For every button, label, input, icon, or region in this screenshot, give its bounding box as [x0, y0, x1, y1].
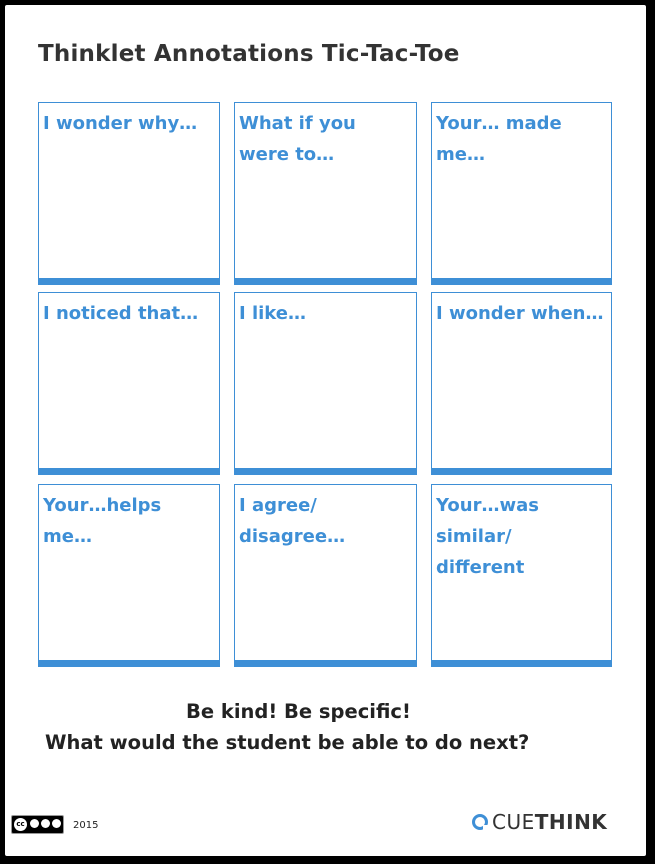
grid-cell-5 — [234, 292, 417, 475]
cell-label: Your…helps me… — [43, 495, 162, 547]
cell-label: I like… — [239, 303, 306, 324]
cell-label: What if you were to… — [239, 113, 356, 165]
cuethink-wordmark — [492, 810, 607, 834]
cc-icon: cc — [14, 818, 27, 831]
cuethink-logo — [472, 810, 607, 834]
creative-commons-badge — [11, 815, 64, 834]
page-title: Thinklet Annotations Tic-Tac-Toe — [38, 41, 460, 67]
grid-cell-2 — [234, 102, 417, 285]
footer-tip-line-2: What would the student be able to do next? — [45, 731, 530, 754]
footer-tip-line-1: Be kind! Be specific! — [186, 700, 411, 723]
cell-label: I agree/ disagree… — [239, 495, 346, 547]
cell-label: I noticed that… — [43, 303, 199, 324]
license-terms-icons — [30, 819, 62, 829]
worksheet-page — [5, 5, 646, 856]
grid-cell-3 — [431, 102, 612, 285]
cell-label: I wonder when… — [436, 303, 604, 324]
cuethink-q-icon — [472, 814, 488, 830]
cell-label: Your…was similar/ different — [436, 495, 539, 578]
grid-cell-4 — [38, 292, 220, 475]
cell-label: I wonder why… — [43, 113, 198, 134]
grid-cell-1 — [38, 102, 220, 285]
wordmark-prefix: CUE — [492, 810, 535, 834]
wordmark-suffix: THINK — [534, 810, 608, 834]
copyright-year: 2015 — [73, 820, 99, 831]
grid-cell-9 — [431, 484, 612, 667]
grid-cell-8 — [234, 484, 417, 667]
grid-cell-7 — [38, 484, 220, 667]
grid-cell-6 — [431, 292, 612, 475]
cell-label: Your… made me… — [436, 113, 562, 165]
